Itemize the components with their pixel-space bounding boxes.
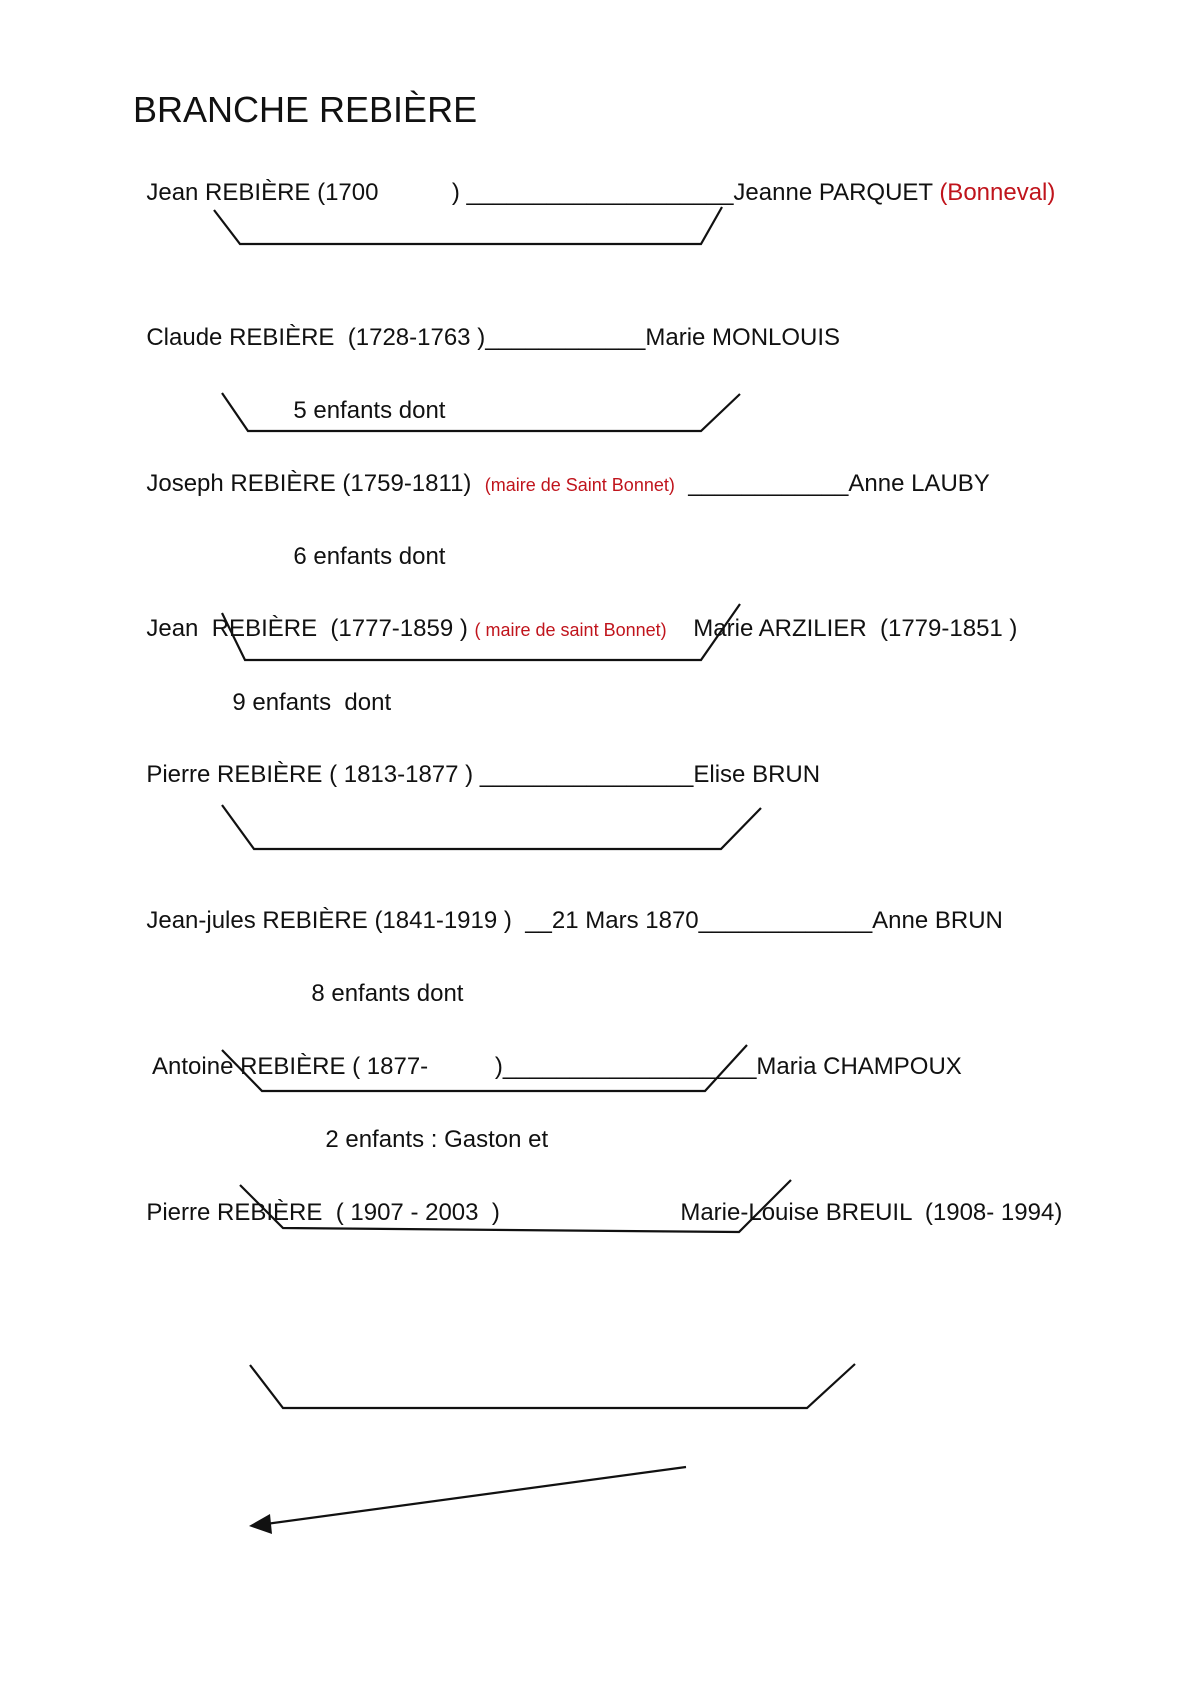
line-gen7-text: Antoine REBIÈRE ( 1877- )___________________Maria CHAMPOUX <box>152 1053 962 1080</box>
line-gen5-text: Pierre REBIÈRE ( 1813-1877 ) ________________Elise BRUN <box>146 761 821 788</box>
line-gen3-note: (maire de Saint Bonnet) <box>484 475 675 495</box>
line-gen4 <box>133 587 1017 644</box>
connector-empty-generation <box>250 1364 855 1408</box>
children-count-gen2: 5 enfants dont <box>293 397 446 424</box>
line-gen6 <box>133 879 1003 935</box>
line-gen5 <box>133 733 820 789</box>
line-gen3-part1: Joseph REBIÈRE (1759-1811) <box>146 470 485 497</box>
children-count-gen4: 9 enfants dont <box>232 689 392 716</box>
line-gen8-wife-text: Marie-Louise BREUIL (1908- 1994) <box>680 1199 1063 1226</box>
line-gen2-text: Claude REBIÈRE (1728-1763 )____________Marie MONLOUIS <box>146 324 841 351</box>
connector-gen1-gen2 <box>214 207 722 244</box>
line-gen7 <box>140 1025 962 1081</box>
arrow-line <box>266 1467 686 1524</box>
line-gen4-part1: Jean REBIÈRE (1777-1859 ) <box>146 615 475 642</box>
line-gen1-place: (Bonneval) <box>939 179 1056 206</box>
line-gen6-text: Jean-jules REBIÈRE (1841-1919 ) __21 Mars 1870_____________Anne BRUN <box>146 907 1003 934</box>
line-gen3-part3: ____________Anne LAUBY <box>674 470 990 497</box>
line-gen1 <box>133 151 1055 207</box>
line-gen1-part1: Jean REBIÈRE (1700 ) ____________________Jeanne PARQUET <box>146 179 940 206</box>
line-gen8-wife <box>667 1171 1062 1227</box>
line-gen2-children <box>280 369 445 425</box>
children-count-gen6: 8 enfants dont <box>311 980 464 1007</box>
page-title: BRANCHE REBIÈRE <box>133 89 478 130</box>
line-gen8-husband-text: Pierre REBIÈRE ( 1907 - 2003 ) <box>146 1199 500 1226</box>
line-gen4-part3: Marie ARZILIER (1779-1851 ) <box>666 615 1018 642</box>
connector-gen5-gen6 <box>222 805 761 849</box>
line-gen2 <box>133 296 840 352</box>
line-gen4-note: ( maire de saint Bonnet) <box>474 620 667 640</box>
line-gen8-husband <box>133 1171 500 1227</box>
line-gen4-children <box>219 661 391 717</box>
children-count-gen3: 6 enfants dont <box>293 543 446 570</box>
arrow-head <box>249 1514 272 1534</box>
line-gen6-children <box>298 952 463 1008</box>
line-gen7-children <box>312 1098 548 1154</box>
children-count-gen7: 2 enfants : Gaston et <box>325 1126 549 1153</box>
line-gen3 <box>133 442 990 499</box>
line-gen3-children <box>280 515 445 571</box>
